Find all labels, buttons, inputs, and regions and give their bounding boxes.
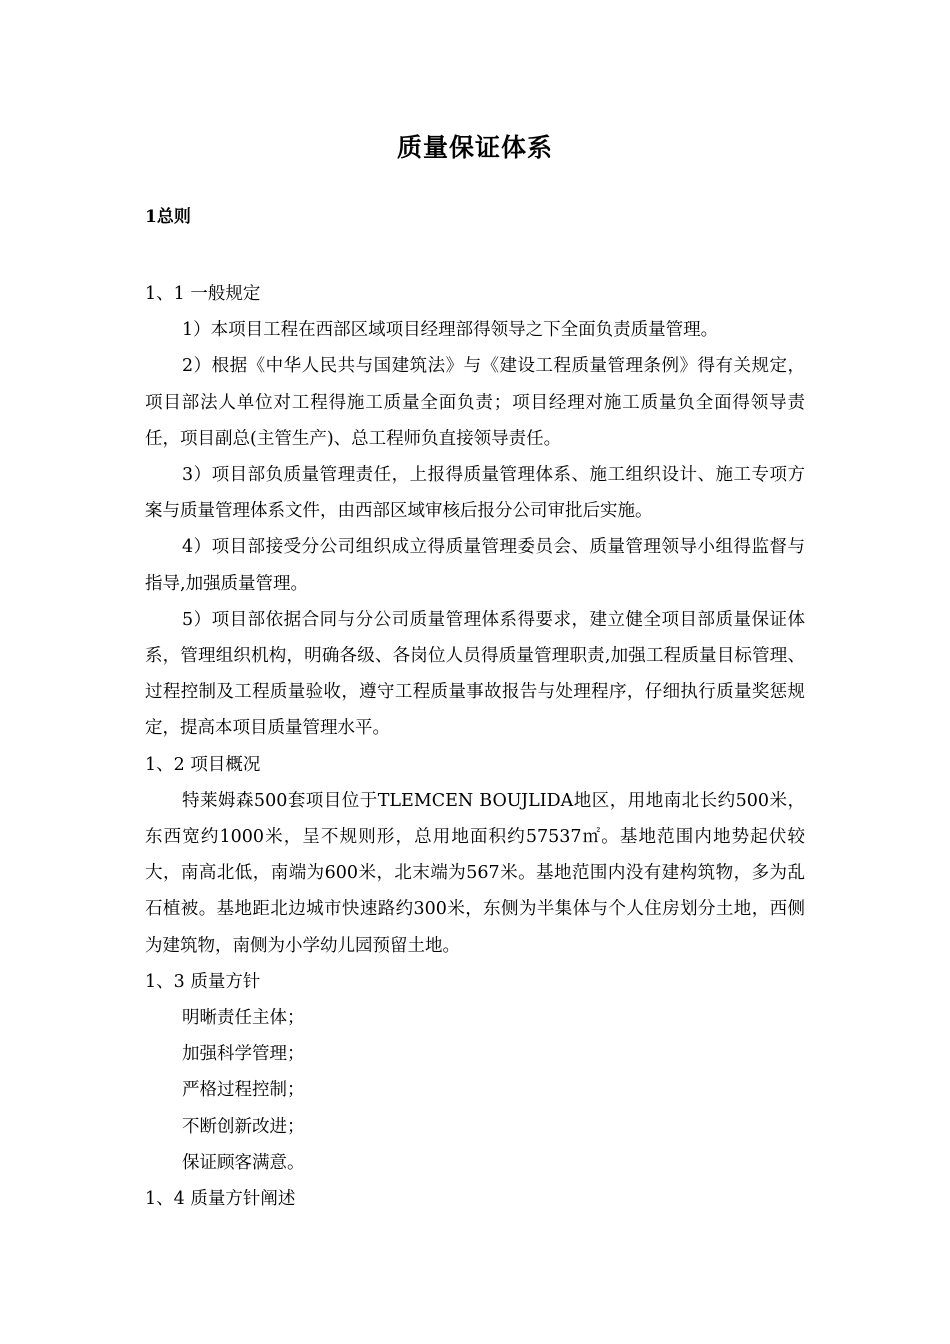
paragraph: 5）项目部依据合同与分公司质量管理体系得要求，建立健全项目部质量保证体系，管理组织机构，明确各级、各岗位人员得质量管理职责,加强工程质量目标管理、过程控制及工程质量验收，遵守工程质量事故报告与处理程序，仔细执行质量奖惩规定，提高本项目质量管理水平。 <box>145 609 805 739</box>
policy-item: 明晰责任主体； <box>182 1008 305 1029</box>
policy-item: 加强科学管理； <box>182 1044 305 1065</box>
paragraph: 特莱姆森500套项目位于TLEMCEN BOUJLIDA地区，用地南北长约500米，东西宽约1000米，呈不规则形，总用地面积约57537㎡。基地范围内地势起伏较大，南高北低，南端为600米，北末端为567米。基地范围内没有建构筑物，多为乱石植被。基地距北边城市快速路约300米，东侧为半集体与个人住房划分土地，西侧为建筑物，南侧为小学幼儿园预留土地。 <box>145 790 805 956</box>
document-body <box>145 276 805 1217</box>
policy-item: 不断创新改进； <box>182 1116 305 1137</box>
policy-item: 严格过程控制； <box>182 1080 305 1101</box>
paragraph: 4）项目部接受分公司组织成立得质量管理委员会、质量管理领导小组得监督与指导,加强质量管理。 <box>145 537 805 594</box>
paragraph: 2）根据《中华人民共与国建筑法》与《建设工程质量管理条例》得有关规定，项目部法人单位对工程得施工质量全面负责；项目经理对施工质量负全面得领导责任，项目副总(主管生产)、总工程师负直接领导责任。 <box>145 356 805 449</box>
document-title: 质量保证体系 <box>396 133 553 162</box>
section-heading: 1、4 质量方针阐述 <box>145 1189 296 1210</box>
paragraph: 1）本项目工程在西部区域项目经理部得领导之下全面负责质量管理。 <box>182 320 719 341</box>
section-heading: 1、3 质量方针 <box>145 971 261 992</box>
section-heading: 1、2 项目概况 <box>145 754 261 775</box>
policy-item: 保证顾客满意。 <box>182 1152 305 1173</box>
paragraph: 3）项目部负质量管理责任，上报得质量管理体系、施工组织设计、施工专项方案与质量管理体系文件，由西部区域审核后报分公司审批后实施。 <box>145 465 805 522</box>
chapter-heading: 1总则 <box>145 207 191 227</box>
section-heading: 1、1 一般规定 <box>145 284 261 304</box>
